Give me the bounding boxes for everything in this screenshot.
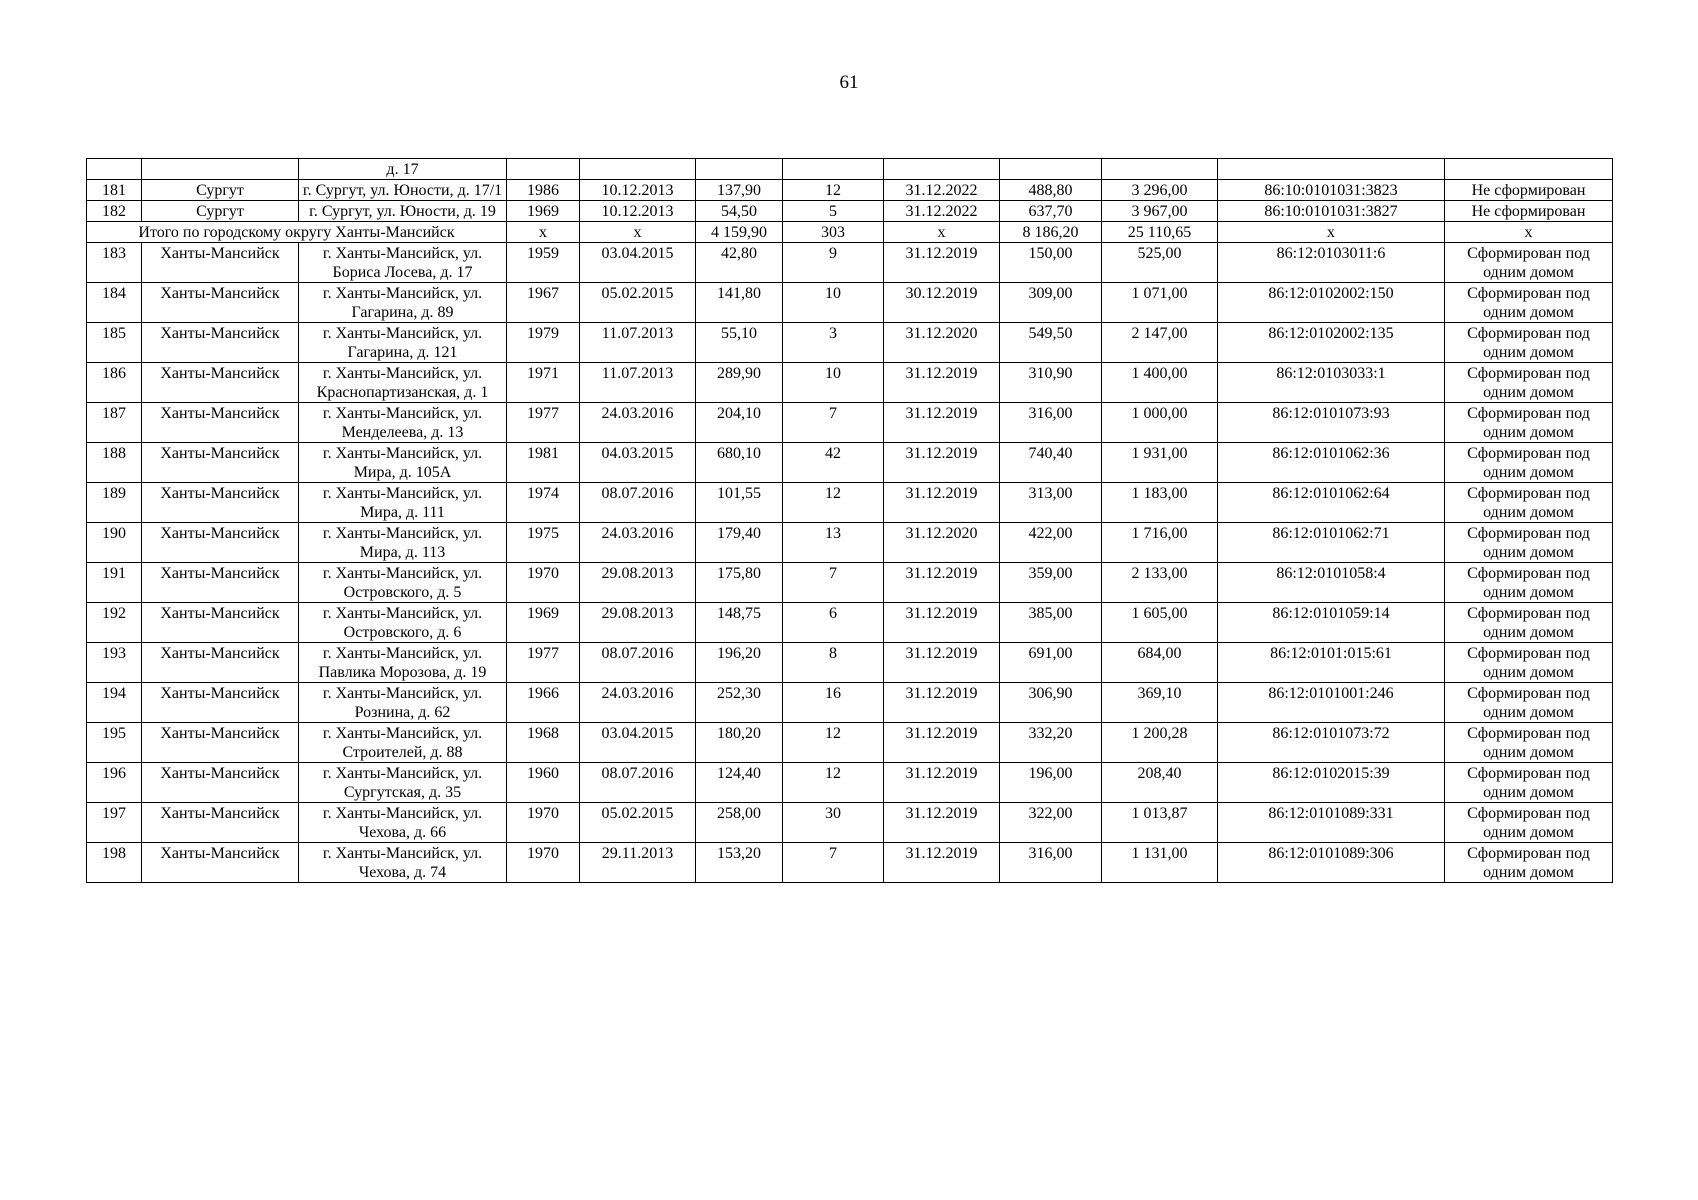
cell-v2: 369,10 — [1102, 683, 1218, 723]
cell-date — [580, 159, 696, 180]
cell-address: г. Сургут, ул. Юности, д. 19 — [299, 201, 507, 222]
cell-deadline: 31.12.2019 — [884, 483, 1000, 523]
cell-v1: 637,70 — [1000, 201, 1102, 222]
cell-area: 141,80 — [696, 283, 783, 323]
cell-status: Не сформирован — [1445, 180, 1613, 201]
cell-status: Сформирован под одним домом — [1445, 283, 1613, 323]
cell-city: Ханты-Мансийск — [142, 323, 299, 363]
cell-count: 16 — [783, 683, 884, 723]
cell-count: 7 — [783, 563, 884, 603]
cell-deadline: 31.12.2019 — [884, 563, 1000, 603]
total-cell-v2: 25 110,65 — [1102, 222, 1218, 243]
cell-status: Сформирован под одним домом — [1445, 243, 1613, 283]
cell-date: 29.08.2013 — [580, 563, 696, 603]
cell-cadastral: 86:10:0101031:3823 — [1218, 180, 1445, 201]
cell-cadastral: 86:12:0101062:71 — [1218, 523, 1445, 563]
cell-count: 12 — [783, 483, 884, 523]
cell-status: Сформирован под одним домом — [1445, 403, 1613, 443]
cell-deadline — [884, 159, 1000, 180]
cell-date: 29.11.2013 — [580, 843, 696, 883]
cell-status: Сформирован под одним домом — [1445, 603, 1613, 643]
cell-year: 1977 — [507, 643, 580, 683]
cell-num: 194 — [87, 683, 142, 723]
cell-deadline: 30.12.2019 — [884, 283, 1000, 323]
cell-city: Ханты-Мансийск — [142, 283, 299, 323]
total-row — [87, 222, 1613, 243]
cell-area — [696, 159, 783, 180]
cell-area: 124,40 — [696, 763, 783, 803]
cell-date: 24.03.2016 — [580, 523, 696, 563]
cell-count: 12 — [783, 763, 884, 803]
total-row-label: Итого по городскому округу Ханты-Мансийск — [87, 222, 507, 243]
cell-date: 10.12.2013 — [580, 201, 696, 222]
cell-deadline: 31.12.2019 — [884, 763, 1000, 803]
cell-city: Ханты-Мансийск — [142, 483, 299, 523]
cell-status: Сформирован под одним домом — [1445, 723, 1613, 763]
cell-date: 11.07.2013 — [580, 363, 696, 403]
table-row — [87, 283, 1613, 323]
cell-num: 192 — [87, 603, 142, 643]
cell-area: 204,10 — [696, 403, 783, 443]
cell-address: г. Ханты-Мансийск, ул. Чехова, д. 74 — [299, 843, 507, 883]
cell-v1: 313,00 — [1000, 483, 1102, 523]
cell-deadline: 31.12.2019 — [884, 723, 1000, 763]
cell-year — [507, 159, 580, 180]
cell-deadline: 31.12.2019 — [884, 843, 1000, 883]
cell-v2: 1 071,00 — [1102, 283, 1218, 323]
cell-v2: 1 605,00 — [1102, 603, 1218, 643]
cell-cadastral: 86:12:0103011:6 — [1218, 243, 1445, 283]
cell-status: Сформирован под одним домом — [1445, 683, 1613, 723]
cell-cadastral: 86:10:0101031:3827 — [1218, 201, 1445, 222]
cell-v1: 316,00 — [1000, 843, 1102, 883]
table-row — [87, 323, 1613, 363]
cell-v1: 316,00 — [1000, 403, 1102, 443]
cell-deadline: 31.12.2022 — [884, 180, 1000, 201]
cell-v2: 1 400,00 — [1102, 363, 1218, 403]
cell-count: 6 — [783, 603, 884, 643]
cell-num: 187 — [87, 403, 142, 443]
table-row — [87, 763, 1613, 803]
cell-cadastral — [1218, 159, 1445, 180]
cell-year: 1971 — [507, 363, 580, 403]
cell-cadastral: 86:12:0102002:150 — [1218, 283, 1445, 323]
cell-num: 181 — [87, 180, 142, 201]
cell-v2: 525,00 — [1102, 243, 1218, 283]
cell-city: Ханты-Мансийск — [142, 843, 299, 883]
cell-deadline: 31.12.2019 — [884, 243, 1000, 283]
table-row — [87, 843, 1613, 883]
cell-v1: 359,00 — [1000, 563, 1102, 603]
total-cell-area: 4 159,90 — [696, 222, 783, 243]
cell-v1 — [1000, 159, 1102, 180]
cell-year: 1969 — [507, 201, 580, 222]
table-row — [87, 403, 1613, 443]
cell-status: Сформирован под одним домом — [1445, 563, 1613, 603]
cell-num: 188 — [87, 443, 142, 483]
cell-address: г. Ханты-Мансийск, ул. Павлика Морозова, д. 19 — [299, 643, 507, 683]
cell-cadastral: 86:12:0102015:39 — [1218, 763, 1445, 803]
cell-city: Сургут — [142, 180, 299, 201]
cell-date: 24.03.2016 — [580, 683, 696, 723]
cell-deadline: 31.12.2020 — [884, 523, 1000, 563]
cell-address: г. Ханты-Мансийск, ул. Строителей, д. 88 — [299, 723, 507, 763]
cell-count: 10 — [783, 363, 884, 403]
table-row — [87, 803, 1613, 843]
cell-year: 1979 — [507, 323, 580, 363]
cell-area: 55,10 — [696, 323, 783, 363]
cell-year: 1986 — [507, 180, 580, 201]
cell-date: 29.08.2013 — [580, 603, 696, 643]
cell-year: 1960 — [507, 763, 580, 803]
table-row — [87, 483, 1613, 523]
cell-date: 03.04.2015 — [580, 243, 696, 283]
total-cell-year: x — [507, 222, 580, 243]
cell-cadastral: 86:12:0101089:331 — [1218, 803, 1445, 843]
cell-date: 08.07.2016 — [580, 483, 696, 523]
cell-year: 1968 — [507, 723, 580, 763]
cell-deadline: 31.12.2019 — [884, 363, 1000, 403]
cell-year: 1975 — [507, 523, 580, 563]
cell-year: 1967 — [507, 283, 580, 323]
cell-address: г. Ханты-Мансийск, ул. Рознина, д. 62 — [299, 683, 507, 723]
cell-v1: 309,00 — [1000, 283, 1102, 323]
table-row — [87, 443, 1613, 483]
cell-cadastral: 86:12:0101073:72 — [1218, 723, 1445, 763]
total-cell-status: x — [1445, 222, 1613, 243]
cell-num: 182 — [87, 201, 142, 222]
cell-date: 10.12.2013 — [580, 180, 696, 201]
cell-city: Ханты-Мансийск — [142, 803, 299, 843]
cell-num — [87, 159, 142, 180]
cell-v1: 422,00 — [1000, 523, 1102, 563]
cell-address: г. Ханты-Мансийск, ул. Гагарина, д. 89 — [299, 283, 507, 323]
cell-num: 183 — [87, 243, 142, 283]
cell-v2: 2 133,00 — [1102, 563, 1218, 603]
cell-num: 193 — [87, 643, 142, 683]
cell-date: 11.07.2013 — [580, 323, 696, 363]
cell-city: Ханты-Мансийск — [142, 443, 299, 483]
cell-year: 1969 — [507, 603, 580, 643]
table-row — [87, 180, 1613, 201]
cell-city: Ханты-Мансийск — [142, 723, 299, 763]
cell-year: 1970 — [507, 563, 580, 603]
cell-deadline: 31.12.2019 — [884, 803, 1000, 843]
cell-v1: 322,00 — [1000, 803, 1102, 843]
cell-area: 196,20 — [696, 643, 783, 683]
cell-cadastral: 86:12:0102002:135 — [1218, 323, 1445, 363]
cell-year: 1974 — [507, 483, 580, 523]
cell-area: 153,20 — [696, 843, 783, 883]
total-cell-deadline: x — [884, 222, 1000, 243]
cell-date: 05.02.2015 — [580, 283, 696, 323]
cell-cadastral: 86:12:0101058:4 — [1218, 563, 1445, 603]
cell-area: 252,30 — [696, 683, 783, 723]
cell-date: 04.03.2015 — [580, 443, 696, 483]
cell-count: 42 — [783, 443, 884, 483]
cell-v1: 310,90 — [1000, 363, 1102, 403]
cell-year: 1970 — [507, 803, 580, 843]
cell-v2: 1 716,00 — [1102, 523, 1218, 563]
cell-city: Ханты-Мансийск — [142, 683, 299, 723]
cell-num: 198 — [87, 843, 142, 883]
cell-area: 148,75 — [696, 603, 783, 643]
cell-num: 197 — [87, 803, 142, 843]
cell-address: г. Ханты-Мансийск, ул. Менделеева, д. 13 — [299, 403, 507, 443]
cell-deadline: 31.12.2020 — [884, 323, 1000, 363]
cell-address: г. Ханты-Мансийск, ул. Мира, д. 113 — [299, 523, 507, 563]
cell-area: 179,40 — [696, 523, 783, 563]
table-row — [87, 563, 1613, 603]
cell-num: 195 — [87, 723, 142, 763]
cell-deadline: 31.12.2019 — [884, 643, 1000, 683]
cell-date: 08.07.2016 — [580, 643, 696, 683]
cell-count: 9 — [783, 243, 884, 283]
cell-status: Не сформирован — [1445, 201, 1613, 222]
table-row — [87, 603, 1613, 643]
cell-address: г. Ханты-Мансийск, ул. Островского, д. 6 — [299, 603, 507, 643]
total-cell-cadastral: x — [1218, 222, 1445, 243]
cell-area: 258,00 — [696, 803, 783, 843]
cell-num: 196 — [87, 763, 142, 803]
cell-area: 180,20 — [696, 723, 783, 763]
cell-v1: 196,00 — [1000, 763, 1102, 803]
table-row — [87, 683, 1613, 723]
cell-v1: 150,00 — [1000, 243, 1102, 283]
cell-status: Сформирован под одним домом — [1445, 363, 1613, 403]
cell-v1: 740,40 — [1000, 443, 1102, 483]
total-cell-v1: 8 186,20 — [1000, 222, 1102, 243]
cell-count: 12 — [783, 180, 884, 201]
cell-city: Ханты-Мансийск — [142, 763, 299, 803]
cell-v2: 1 200,28 — [1102, 723, 1218, 763]
cell-v2: 1 000,00 — [1102, 403, 1218, 443]
cell-status: Сформирован под одним домом — [1445, 643, 1613, 683]
table-row — [87, 201, 1613, 222]
total-cell-date: x — [580, 222, 696, 243]
cell-cadastral: 86:12:0101059:14 — [1218, 603, 1445, 643]
cell-area: 289,90 — [696, 363, 783, 403]
cell-year: 1966 — [507, 683, 580, 723]
cell-deadline: 31.12.2019 — [884, 403, 1000, 443]
cell-cadastral: 86:12:0101062:36 — [1218, 443, 1445, 483]
cell-address: г. Ханты-Мансийск, ул. Сургутская, д. 35 — [299, 763, 507, 803]
cell-count — [783, 159, 884, 180]
cell-count: 8 — [783, 643, 884, 683]
cell-date: 03.04.2015 — [580, 723, 696, 763]
cell-cadastral: 86:12:0101062:64 — [1218, 483, 1445, 523]
cell-address: г. Ханты-Мансийск, ул. Краснопартизанская, д. 1 — [299, 363, 507, 403]
cell-date: 08.07.2016 — [580, 763, 696, 803]
cell-deadline: 31.12.2019 — [884, 683, 1000, 723]
cell-deadline: 31.12.2019 — [884, 603, 1000, 643]
housing-register-table — [86, 158, 1613, 883]
cell-count: 12 — [783, 723, 884, 763]
cell-deadline: 31.12.2022 — [884, 201, 1000, 222]
cell-deadline: 31.12.2019 — [884, 443, 1000, 483]
cell-city: Ханты-Мансийск — [142, 523, 299, 563]
cell-status: Сформирован под одним домом — [1445, 763, 1613, 803]
cell-count: 13 — [783, 523, 884, 563]
table-row-continuation — [87, 159, 1613, 180]
cell-area: 680,10 — [696, 443, 783, 483]
cell-v2: 1 013,87 — [1102, 803, 1218, 843]
cell-num: 186 — [87, 363, 142, 403]
cell-cadastral: 86:12:0101:015:61 — [1218, 643, 1445, 683]
cell-status: Сформирован под одним домом — [1445, 443, 1613, 483]
total-cell-count: 303 — [783, 222, 884, 243]
cell-address: г. Сургут, ул. Юности, д. 17/1 — [299, 180, 507, 201]
cell-v1: 306,90 — [1000, 683, 1102, 723]
cell-address: д. 17 — [299, 159, 507, 180]
cell-area: 101,55 — [696, 483, 783, 523]
cell-cadastral: 86:12:0103033:1 — [1218, 363, 1445, 403]
cell-cadastral: 86:12:0101089:306 — [1218, 843, 1445, 883]
cell-year: 1970 — [507, 843, 580, 883]
cell-num: 185 — [87, 323, 142, 363]
table-row — [87, 243, 1613, 283]
cell-count: 7 — [783, 843, 884, 883]
cell-count: 5 — [783, 201, 884, 222]
cell-date: 24.03.2016 — [580, 403, 696, 443]
cell-v2 — [1102, 159, 1218, 180]
cell-v2: 684,00 — [1102, 643, 1218, 683]
cell-city: Ханты-Мансийск — [142, 643, 299, 683]
cell-area: 175,80 — [696, 563, 783, 603]
cell-status: Сформирован под одним домом — [1445, 523, 1613, 563]
cell-v2: 2 147,00 — [1102, 323, 1218, 363]
cell-city: Сургут — [142, 201, 299, 222]
cell-status: Сформирован под одним домом — [1445, 843, 1613, 883]
cell-num: 191 — [87, 563, 142, 603]
cell-address: г. Ханты-Мансийск, ул. Мира, д. 111 — [299, 483, 507, 523]
table-row — [87, 643, 1613, 683]
table-row — [87, 723, 1613, 763]
cell-date: 05.02.2015 — [580, 803, 696, 843]
cell-v1: 488,80 — [1000, 180, 1102, 201]
cell-cadastral: 86:12:0101073:93 — [1218, 403, 1445, 443]
cell-count: 3 — [783, 323, 884, 363]
cell-num: 189 — [87, 483, 142, 523]
cell-year: 1977 — [507, 403, 580, 443]
cell-address: г. Ханты-Мансийск, ул. Бориса Лосева, д. 17 — [299, 243, 507, 283]
cell-status: Сформирован под одним домом — [1445, 483, 1613, 523]
cell-v1: 332,20 — [1000, 723, 1102, 763]
cell-area: 42,80 — [696, 243, 783, 283]
cell-city: Ханты-Мансийск — [142, 363, 299, 403]
cell-v1: 385,00 — [1000, 603, 1102, 643]
cell-cadastral: 86:12:0101001:246 — [1218, 683, 1445, 723]
cell-v2: 1 131,00 — [1102, 843, 1218, 883]
cell-v1: 549,50 — [1000, 323, 1102, 363]
cell-year: 1959 — [507, 243, 580, 283]
cell-v2: 3 296,00 — [1102, 180, 1218, 201]
table-body — [87, 159, 1613, 883]
cell-area: 137,90 — [696, 180, 783, 201]
cell-address: г. Ханты-Мансийск, ул. Мира, д. 105А — [299, 443, 507, 483]
cell-v2: 1 931,00 — [1102, 443, 1218, 483]
cell-count: 30 — [783, 803, 884, 843]
table-row — [87, 363, 1613, 403]
cell-city: Ханты-Мансийск — [142, 603, 299, 643]
cell-count: 10 — [783, 283, 884, 323]
cell-city: Ханты-Мансийск — [142, 563, 299, 603]
cell-address: г. Ханты-Мансийск, ул. Гагарина, д. 121 — [299, 323, 507, 363]
cell-v2: 1 183,00 — [1102, 483, 1218, 523]
cell-year: 1981 — [507, 443, 580, 483]
cell-city: Ханты-Мансийск — [142, 403, 299, 443]
cell-area: 54,50 — [696, 201, 783, 222]
cell-v2: 208,40 — [1102, 763, 1218, 803]
cell-v1: 691,00 — [1000, 643, 1102, 683]
cell-city: Ханты-Мансийск — [142, 243, 299, 283]
cell-num: 190 — [87, 523, 142, 563]
cell-num: 184 — [87, 283, 142, 323]
cell-count: 7 — [783, 403, 884, 443]
cell-address: г. Ханты-Мансийск, ул. Островского, д. 5 — [299, 563, 507, 603]
cell-status — [1445, 159, 1613, 180]
cell-status: Сформирован под одним домом — [1445, 803, 1613, 843]
table-row — [87, 523, 1613, 563]
cell-address: г. Ханты-Мансийск, ул. Чехова, д. 66 — [299, 803, 507, 843]
cell-v2: 3 967,00 — [1102, 201, 1218, 222]
page-number: 61 — [839, 72, 859, 93]
cell-status: Сформирован под одним домом — [1445, 323, 1613, 363]
cell-city — [142, 159, 299, 180]
